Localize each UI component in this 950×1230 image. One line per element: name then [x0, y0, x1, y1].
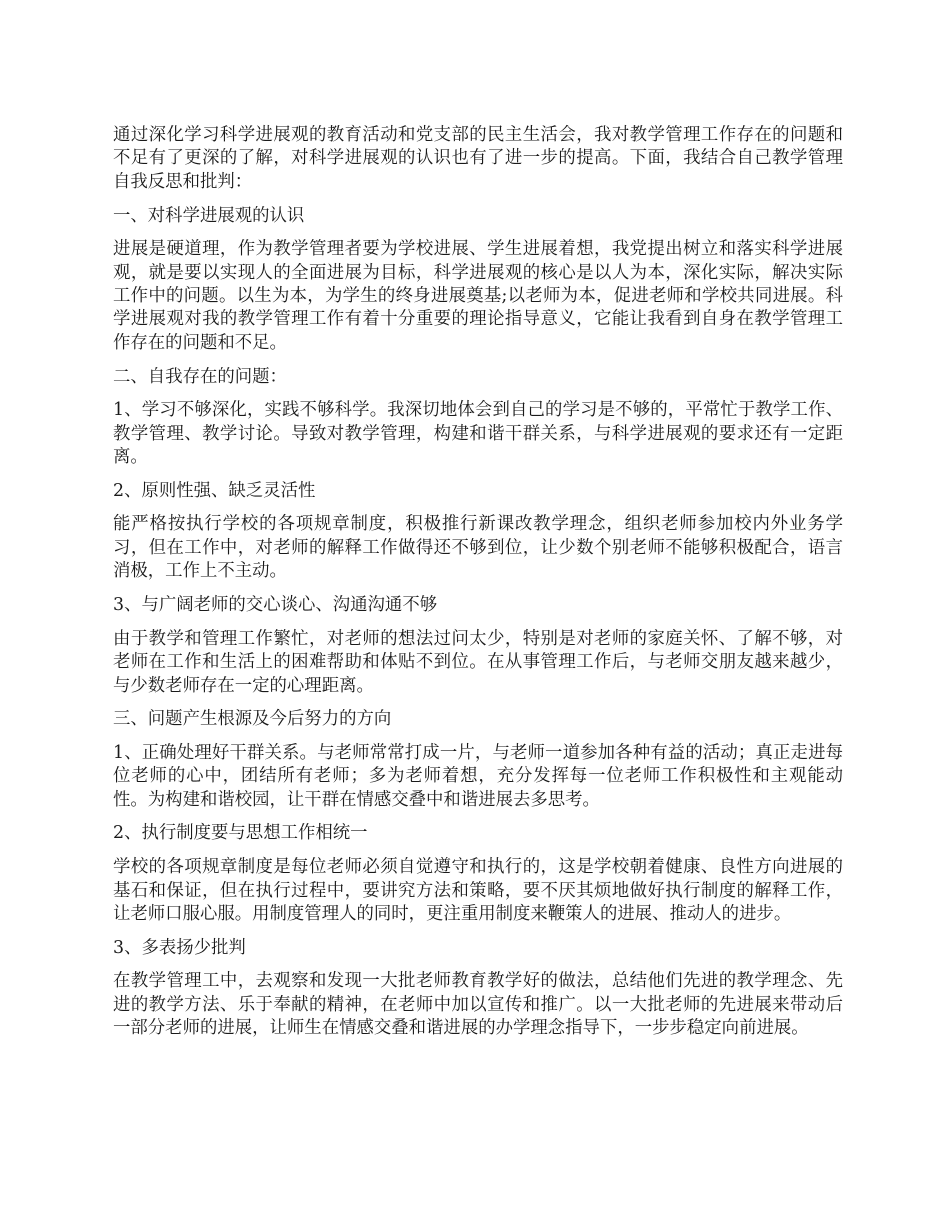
paragraph-section-1: 进展是硬道理，作为教学管理者要为学校进展、学生进展着想，我党提出树立和落实科学进展观，就是要以实现人的全面进展为目标，科学进展观的核心是以人为本，深化实际，解决实际工作中的问题。以生为本，为学生的终身进展奠基;以老师为本，促进老师和学校共同进展。科学进展观对我的教学管理工作有着十分重要的理论指导意义，它能让我看到自身在教学管理工作存在的问题和不足。 [113, 239, 843, 353]
paragraph-direction-1: 1、正确处理好干群关系。与老师常常打成一片，与老师一道参加各种有益的活动；真正走进每位老师的心中，团结所有老师；多为老师着想，充分发挥每一位老师工作积极性和主观能动性。为构建和谐校园，让干群在情感交叠中和谐进展去多思考。 [113, 742, 843, 810]
document-body [113, 124, 843, 1051]
paragraph-direction-3: 在教学管理工中，去观察和发现一大批老师教育教学好的做法，总结他们先进的教学理念、先进的教学方法、乐于奉献的精神，在老师中加以宣传和推广。以一大批老师的先进展来带动后一部分老师的进展，让师生在情感交叠和谐进展的办学理念指导下，一步步稳定向前进展。 [113, 971, 843, 1039]
paragraph-problem-1: 1、学习不够深化，实践不够科学。我深切地体会到自己的学习是不够的，平常忙于教学工作、教学管理、教学讨论。导致对教学管理，构建和谐干群关系，与科学进展观的要求还有一定距离。 [113, 400, 843, 468]
section-heading-2: 二、自我存在的问题： [113, 366, 287, 387]
section-heading-3: 三、问题产生根源及今后努力的方向 [113, 709, 392, 730]
subheading-problem-3: 3、与广阔老师的交心谈心、沟通沟通不够 [113, 594, 438, 615]
paragraph-direction-2: 学校的各项规章制度是每位老师必须自觉遵守和执行的，这是学校朝着健康、良性方向进展的基石和保证，但在执行过程中，要讲究方法和策略，要不厌其烦地做好执行制度的解释工作，让老师口服心服。用制度管理人的同时，更注重用制度来鞭策人的进展、推动人的进步。 [113, 857, 843, 924]
subheading-direction-3: 3、多表扬少批判 [113, 937, 246, 958]
subheading-direction-2: 2、执行制度要与思想工作相统一 [113, 823, 368, 844]
paragraph-intro: 通过深化学习科学进展观的教育活动和党支部的民主生活会，我对教学管理工作存在的问题和不足有了更深的了解，对科学进展观的认识也有了进一步的提高。下面，我结合自己教学管理自我反思和批判： [113, 125, 843, 192]
paragraph-problem-2: 能严格按执行学校的各项规章制度，积极推行新课改教学理念，组织老师参加校内外业务学习，但在工作中，对老师的解释工作做得还不够到位，让少数个别老师不能够积极配合，语言消极，工作上不主动。 [113, 514, 843, 582]
paragraph-problem-3: 由于教学和管理工作繁忙，对老师的想法过问太少，特别是对老师的家庭关怀、了解不够，对老师在工作和生活上的困难帮助和体贴不到位。在从事管理工作后，与老师交朋友越来越少，与少数老师存在一定的心理距离。 [113, 628, 843, 696]
subheading-problem-2: 2、原则性强、缺乏灵活性 [113, 480, 316, 501]
section-heading-1: 一、对科学进展观的认识 [113, 205, 305, 226]
